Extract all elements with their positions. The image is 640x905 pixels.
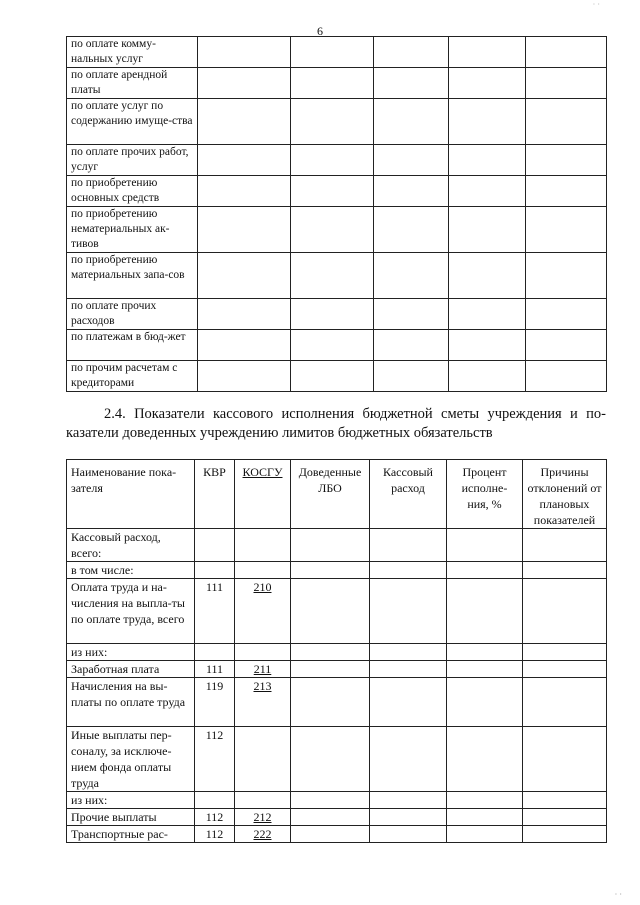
empty-cell — [449, 299, 526, 330]
kosgu-code — [235, 529, 291, 562]
empty-cell — [370, 809, 447, 826]
kvr-code: 119 — [195, 678, 235, 727]
table-row — [67, 176, 607, 207]
empty-cell — [523, 792, 607, 809]
cash-execution-table — [66, 459, 607, 843]
table-row — [67, 579, 607, 644]
empty-cell — [374, 207, 449, 253]
indicator-name: Прочие выплаты — [67, 809, 195, 826]
empty-cell — [198, 145, 291, 176]
row-label: по платежам в бюд-жет — [67, 330, 198, 361]
empty-cell — [526, 145, 607, 176]
empty-cell — [198, 361, 291, 392]
row-label: по прочим расчетам с кредиторами — [67, 361, 198, 392]
empty-cell — [291, 330, 374, 361]
empty-cell — [370, 792, 447, 809]
empty-cell — [447, 809, 523, 826]
empty-cell — [526, 299, 607, 330]
empty-cell — [523, 644, 607, 661]
kvr-code: 112 — [195, 809, 235, 826]
empty-cell — [198, 68, 291, 99]
empty-cell — [370, 826, 447, 843]
empty-cell — [291, 826, 370, 843]
empty-cell — [370, 644, 447, 661]
kvr-code — [195, 529, 235, 562]
empty-cell — [447, 727, 523, 792]
column-header: Наименование пока-зателя — [67, 460, 195, 529]
row-label: по оплате прочих работ, услуг — [67, 145, 198, 176]
empty-cell — [447, 678, 523, 727]
table-row — [67, 330, 607, 361]
kosgu-code: 210 — [235, 579, 291, 644]
empty-cell — [370, 562, 447, 579]
table-row — [67, 299, 607, 330]
empty-cell — [291, 661, 370, 678]
indicator-name: Оплата труда и на-числения на выпла-ты по оплате труда, всего — [67, 579, 195, 644]
empty-cell — [291, 361, 374, 392]
empty-cell — [374, 37, 449, 68]
table-row — [67, 253, 607, 299]
empty-cell — [374, 299, 449, 330]
table-row — [67, 529, 607, 562]
empty-cell — [291, 99, 374, 145]
kosgu-code — [235, 644, 291, 661]
indicator-name: Заработная плата — [67, 661, 195, 678]
row-label: по приобретению материальных запа-сов — [67, 253, 198, 299]
row-label: по оплате услуг по содержанию имуще-ства — [67, 99, 198, 145]
table-row — [67, 99, 607, 145]
table-row — [67, 792, 607, 809]
empty-cell — [291, 207, 374, 253]
indicator-name: Начисления на вы-платы по оплате труда — [67, 678, 195, 727]
section-heading: 2.4. Показатели кассового исполнения бюджетной сметы учреждения и по-казатели доведенных учреждению лимитов бюджетных обязательств — [66, 406, 606, 441]
empty-cell — [291, 678, 370, 727]
table-row — [67, 809, 607, 826]
empty-cell — [449, 145, 526, 176]
kvr-code: 111 — [195, 661, 235, 678]
empty-cell — [291, 809, 370, 826]
empty-cell — [374, 68, 449, 99]
empty-cell — [526, 99, 607, 145]
row-label: по приобретению основных средств — [67, 176, 198, 207]
empty-cell — [291, 68, 374, 99]
empty-cell — [374, 330, 449, 361]
table-row — [67, 145, 607, 176]
kvr-code — [195, 562, 235, 579]
empty-cell — [447, 562, 523, 579]
empty-cell — [523, 727, 607, 792]
kvr-code — [195, 792, 235, 809]
indicator-name: в том числе: — [67, 562, 195, 579]
empty-cell — [291, 253, 374, 299]
column-header: Доведенные ЛБО — [291, 460, 370, 529]
empty-cell — [198, 99, 291, 145]
empty-cell — [370, 529, 447, 562]
empty-cell — [291, 145, 374, 176]
table-row — [67, 661, 607, 678]
table-row — [67, 361, 607, 392]
empty-cell — [449, 361, 526, 392]
empty-cell — [523, 661, 607, 678]
empty-cell — [526, 37, 607, 68]
empty-cell — [291, 176, 374, 207]
row-label: по оплате комму-нальных услуг — [67, 37, 198, 68]
empty-cell — [370, 579, 447, 644]
table-row — [67, 727, 607, 792]
indicator-name: Иные выплаты пер-соналу, за исключе-нием фонда оплаты труда — [67, 727, 195, 792]
table-row — [67, 37, 607, 68]
kvr-code: 112 — [195, 727, 235, 792]
row-label: по оплате арендной платы — [67, 68, 198, 99]
empty-cell — [198, 37, 291, 68]
empty-cell — [374, 361, 449, 392]
empty-cell — [198, 207, 291, 253]
indicator-name: из них: — [67, 792, 195, 809]
table-row — [67, 826, 607, 843]
empty-cell — [523, 579, 607, 644]
payables-table — [66, 36, 607, 392]
table-row — [67, 678, 607, 727]
empty-cell — [370, 727, 447, 792]
kosgu-code — [235, 792, 291, 809]
page-number: 6 — [317, 24, 323, 38]
empty-cell — [449, 207, 526, 253]
empty-cell — [291, 299, 374, 330]
kosgu-code: 222 — [235, 826, 291, 843]
kvr-code — [195, 644, 235, 661]
empty-cell — [526, 176, 607, 207]
empty-cell — [370, 661, 447, 678]
empty-cell — [374, 253, 449, 299]
kosgu-code — [235, 562, 291, 579]
empty-cell — [449, 37, 526, 68]
row-label: по приобретению нематериальных ак-тивов — [67, 207, 198, 253]
empty-cell — [526, 207, 607, 253]
empty-cell — [374, 99, 449, 145]
column-header: Процент исполне-ния, % — [447, 460, 523, 529]
empty-cell — [370, 678, 447, 727]
empty-cell — [198, 176, 291, 207]
table-header-row — [67, 460, 607, 529]
scan-mark-top: · · — [592, 0, 600, 9]
empty-cell — [291, 792, 370, 809]
empty-cell — [447, 792, 523, 809]
empty-cell — [449, 253, 526, 299]
empty-cell — [523, 529, 607, 562]
empty-cell — [374, 145, 449, 176]
empty-cell — [523, 809, 607, 826]
empty-cell — [526, 361, 607, 392]
kosgu-code: 212 — [235, 809, 291, 826]
table-row — [67, 644, 607, 661]
empty-cell — [291, 579, 370, 644]
empty-cell — [291, 644, 370, 661]
kosgu-code — [235, 727, 291, 792]
empty-cell — [449, 176, 526, 207]
column-header: КОСГУ — [235, 460, 291, 529]
kosgu-code: 213 — [235, 678, 291, 727]
empty-cell — [447, 661, 523, 678]
empty-cell — [374, 176, 449, 207]
row-label: по оплате прочих расходов — [67, 299, 198, 330]
empty-cell — [526, 253, 607, 299]
empty-cell — [447, 644, 523, 661]
indicator-name: из них: — [67, 644, 195, 661]
empty-cell — [523, 678, 607, 727]
empty-cell — [523, 562, 607, 579]
column-header: КВР — [195, 460, 235, 529]
indicator-name: Кассовый расход, всего: — [67, 529, 195, 562]
empty-cell — [523, 826, 607, 843]
table-row — [67, 562, 607, 579]
kosgu-code: 211 — [235, 661, 291, 678]
column-header: Кассовый расход — [370, 460, 447, 529]
empty-cell — [449, 330, 526, 361]
empty-cell — [291, 727, 370, 792]
empty-cell — [449, 99, 526, 145]
empty-cell — [447, 579, 523, 644]
table-row — [67, 68, 607, 99]
empty-cell — [291, 37, 374, 68]
indicator-name: Транспортные рас- — [67, 826, 195, 843]
empty-cell — [447, 826, 523, 843]
column-header: Причины отклонений от плановых показателей — [523, 460, 607, 529]
empty-cell — [447, 529, 523, 562]
kvr-code: 111 — [195, 579, 235, 644]
empty-cell — [291, 529, 370, 562]
kvr-code: 112 — [195, 826, 235, 843]
table-row — [67, 207, 607, 253]
empty-cell — [198, 299, 291, 330]
empty-cell — [526, 68, 607, 99]
empty-cell — [198, 330, 291, 361]
empty-cell — [449, 68, 526, 99]
empty-cell — [291, 562, 370, 579]
empty-cell — [526, 330, 607, 361]
empty-cell — [198, 253, 291, 299]
scan-mark-bottom: · · — [614, 890, 622, 899]
